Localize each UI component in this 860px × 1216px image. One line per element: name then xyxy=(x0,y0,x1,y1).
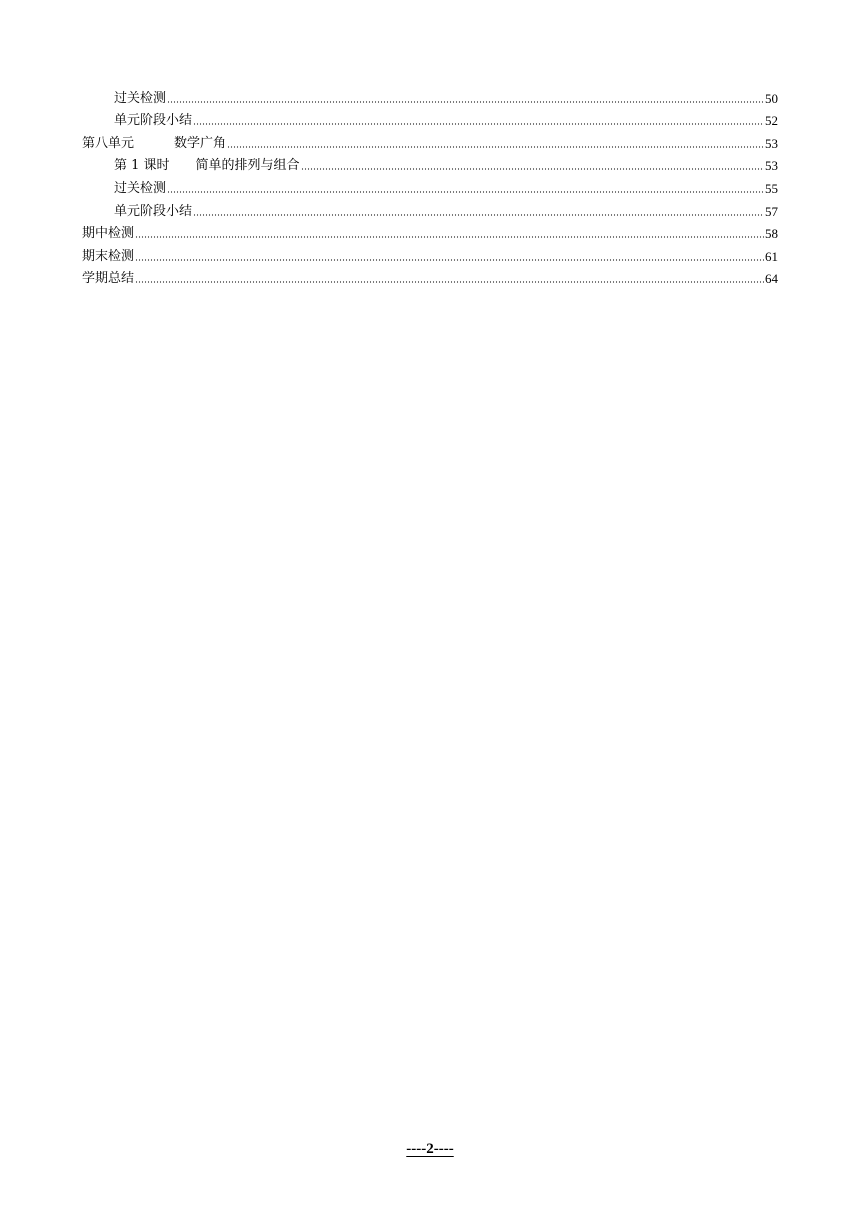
toc-entry-title: 过关检测 xyxy=(114,180,167,196)
toc-entry-subtitle: 数学广角 xyxy=(174,135,227,151)
toc-entry-title: 过关检测 xyxy=(114,90,167,106)
toc-entry-midterm-test[interactable] xyxy=(82,220,778,243)
dot-leader xyxy=(135,258,764,262)
toc-entry-title: 第八单元 xyxy=(82,135,135,151)
toc-entry-title: 第 1 课时 xyxy=(114,158,170,174)
page-number: ----2---- xyxy=(406,1141,454,1157)
toc-entry-unit-test[interactable] xyxy=(82,174,778,197)
toc-entry-unit-summary[interactable] xyxy=(82,197,778,220)
toc-entry-final-test[interactable] xyxy=(82,242,778,265)
toc-entry-page: 64 xyxy=(765,271,778,287)
toc-entry-unit-8[interactable] xyxy=(82,129,778,152)
dot-leader xyxy=(301,167,764,171)
toc-entry-page: 55 xyxy=(765,180,778,196)
dot-leader xyxy=(227,145,764,149)
toc-entry-unit-summary[interactable] xyxy=(82,107,778,130)
dot-leader xyxy=(193,213,764,217)
dot-leader xyxy=(193,122,764,126)
toc-entry-lesson-1[interactable] xyxy=(82,152,778,175)
toc-entry-title: 单元阶段小结 xyxy=(114,113,193,129)
toc-entry-semester-summary[interactable] xyxy=(82,265,778,288)
dot-leader xyxy=(167,190,764,194)
toc-entry-page: 61 xyxy=(765,248,778,264)
toc-entry-title: 单元阶段小结 xyxy=(114,203,193,219)
toc-entry-page: 58 xyxy=(765,226,778,242)
table-of-contents xyxy=(82,84,778,287)
toc-entry-page: 53 xyxy=(765,135,778,151)
dot-leader xyxy=(135,280,764,284)
toc-entry-page: 53 xyxy=(765,158,778,174)
page-number-footer xyxy=(0,1141,860,1158)
dot-leader xyxy=(135,235,764,239)
toc-entry-unit-test[interactable] xyxy=(82,84,778,107)
dot-leader xyxy=(167,100,764,104)
toc-entry-title: 学期总结 xyxy=(82,271,135,287)
toc-entry-title: 期中检测 xyxy=(82,226,135,242)
toc-entry-subtitle: 简单的排列与组合 xyxy=(195,158,300,174)
toc-entry-page: 50 xyxy=(765,90,778,106)
toc-entry-title: 期末检测 xyxy=(82,248,135,264)
toc-entry-page: 52 xyxy=(765,113,778,129)
toc-entry-page: 57 xyxy=(765,203,778,219)
